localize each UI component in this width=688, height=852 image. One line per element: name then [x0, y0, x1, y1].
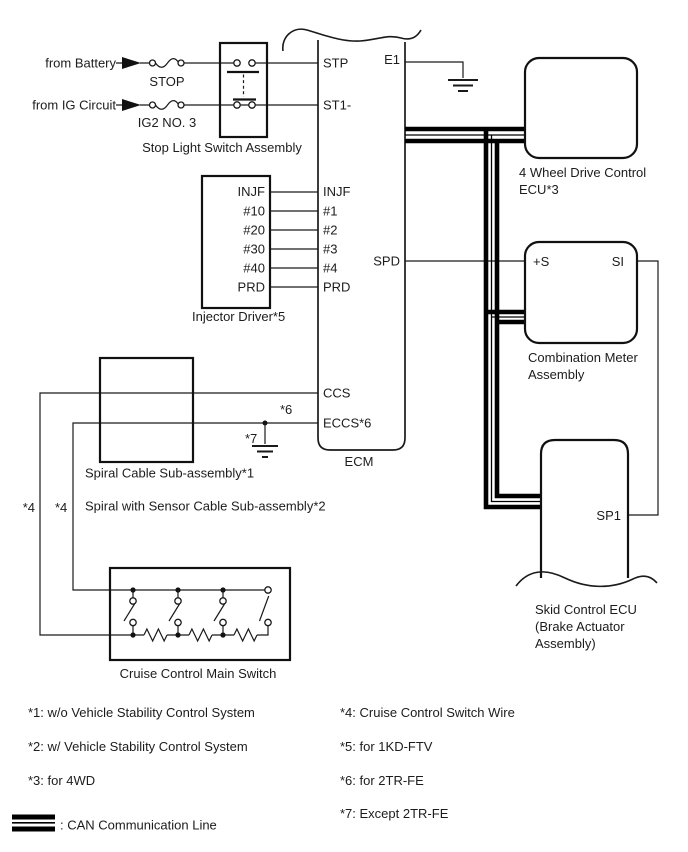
can-legend-label: : CAN Communication Line	[60, 817, 217, 833]
four-wheel-drive-ecu-block	[519, 58, 646, 197]
injector-driver-block	[192, 176, 318, 324]
footnote-1: *1: w/o Vehicle Stability Control System	[28, 705, 255, 720]
footnote-4: *4: Cruise Control Switch Wire	[340, 705, 515, 720]
four-wd-label-line1: 4 Wheel Drive Control	[519, 165, 647, 180]
switch1-upper-contact	[130, 598, 136, 604]
switch3-bottom-dot	[220, 632, 225, 637]
ecm-pin-ccs: CCS	[323, 385, 351, 401]
stop-light-switch-label: Stop Light Switch Assembly	[142, 140, 302, 155]
meter-label-line1: Combination Meter	[528, 350, 638, 365]
four-wheel-drive-ecu-box	[525, 58, 637, 158]
ref4-left-label: *4	[22, 500, 35, 515]
can-legend	[12, 815, 217, 833]
footnote-5: *5: for 1KD-FTV	[340, 739, 433, 754]
driver-pin-injf: INJF	[237, 184, 265, 199]
can-legend-bar-mid	[12, 822, 55, 824]
ecm-top-break-line	[283, 29, 421, 51]
cruise-control-main-switch-block	[110, 568, 290, 681]
st1-contact-right	[249, 102, 255, 108]
footnote-6: *6: for 2TR-FE	[340, 773, 424, 788]
skid-label-line3: Assembly)	[535, 636, 596, 651]
driver-pin-prd: PRD	[237, 279, 265, 295]
switch3-upper-contact	[220, 598, 226, 604]
footnote-7: *7: Except 2TR-FE	[340, 806, 449, 821]
driver-pin-40: #40	[243, 260, 265, 276]
driver-pin-10: #10	[243, 203, 265, 219]
spiral-label-1: Spiral Cable Sub-assembly*1	[85, 465, 255, 481]
fuse-ig2-terminal-right	[178, 102, 184, 108]
resistor-3	[234, 629, 257, 641]
meter-pin-plus-s: +S	[533, 254, 550, 269]
ref6-label: *6	[280, 402, 293, 417]
fuse-stop-terminal-right	[178, 60, 184, 66]
switch2-lever	[169, 604, 180, 621]
from-battery-label: from Battery	[45, 55, 116, 71]
stp-contact-left	[234, 60, 240, 66]
ref7-label: *7	[245, 431, 258, 446]
spiral-label-2: Spiral with Sensor Cable Sub-assembly*2	[85, 498, 326, 514]
e1-wire	[405, 62, 463, 78]
stop-light-switch-box	[220, 43, 267, 137]
driver-pin-20: #20	[243, 222, 265, 238]
stop-light-switch-circuit	[32, 43, 318, 155]
fuse-ig2-label: IG2 NO. 3	[137, 115, 197, 130]
ecm-pin-spd: SPD	[373, 253, 400, 269]
ecm-pin-3: #3	[323, 241, 338, 257]
switch1-bottom-dot	[130, 632, 135, 637]
switch1-lower-contact	[130, 619, 136, 625]
can-legend-bar-top	[12, 815, 55, 820]
cruise-switch-box	[110, 568, 290, 660]
switch4-top-contact	[265, 587, 271, 593]
footnotes	[28, 705, 515, 821]
ecm-pin-e1: E1	[384, 52, 400, 67]
fuse-ig2-element	[156, 101, 179, 110]
can-legend-bar-bottom	[12, 827, 55, 832]
ecm-pin-4: #4	[323, 260, 338, 276]
ecm-pin-prd: PRD	[323, 279, 351, 295]
skid-control-ecu-block	[516, 440, 657, 651]
switch3-lower-contact	[220, 619, 226, 625]
footnote-2: *2: w/ Vehicle Stability Control System	[28, 739, 248, 754]
fuse-stop-element	[156, 59, 179, 68]
injector-driver-label: Injector Driver*5	[192, 309, 286, 324]
cruise-switch-label: Cruise Control Main Switch	[119, 666, 277, 681]
ref4-right-label: *4	[55, 500, 68, 515]
stp-contact-right	[249, 60, 255, 66]
eccs-ground-icon	[252, 446, 278, 457]
switch4-lower-contact	[265, 619, 271, 625]
ecm-pin-st1: ST1-	[323, 97, 352, 113]
resistor-1	[144, 629, 167, 641]
e1-ground-icon	[448, 80, 478, 91]
four-wd-label-line2: ECU*3	[519, 182, 559, 197]
ecm-pin-injf: INJF	[323, 184, 351, 199]
resistor-2	[189, 629, 212, 641]
from-ig-circuit-label: from IG Circuit	[32, 97, 116, 113]
ig-arrow-icon	[122, 99, 141, 111]
st1-contact-left	[234, 102, 240, 108]
ecm-pin-stp: STP	[323, 55, 349, 71]
combination-meter-block	[525, 242, 638, 382]
skid-bottom-break-line	[516, 572, 657, 586]
skid-pin-sp1: SP1	[596, 508, 621, 523]
fuse-stop-label: STOP	[149, 74, 185, 89]
meter-label-line2: Assembly	[528, 367, 585, 382]
switch3-lever	[214, 604, 225, 621]
spiral-cable-box	[100, 358, 193, 462]
switch2-upper-contact	[175, 598, 181, 604]
switch2-bottom-dot	[175, 632, 180, 637]
skid-label-line2: (Brake Actuator	[535, 619, 625, 634]
footnote-3: *3: for 4WD	[28, 773, 96, 788]
switch2-lower-contact	[175, 619, 181, 625]
fuse-ig2-terminal-left	[150, 102, 156, 108]
fuse-stop-terminal-left	[150, 60, 156, 66]
battery-arrow-icon	[122, 57, 141, 69]
switch4-lever	[260, 596, 269, 621]
ecm-pin-1: #1	[323, 203, 338, 219]
ecm-pin-eccs: ECCS*6	[323, 415, 372, 431]
ecm-pin-2: #2	[323, 222, 338, 238]
driver-pin-30: #30	[243, 241, 265, 257]
e1-ground	[405, 62, 478, 91]
skid-label-line1: Skid Control ECU	[535, 602, 637, 617]
ecm-label: ECM	[344, 454, 374, 469]
injector-wires	[270, 192, 318, 287]
switch1-lever	[124, 604, 135, 621]
spiral-cable-block	[23, 358, 326, 635]
meter-pin-si: SI	[611, 254, 624, 269]
si-sp1-wire	[628, 261, 658, 515]
